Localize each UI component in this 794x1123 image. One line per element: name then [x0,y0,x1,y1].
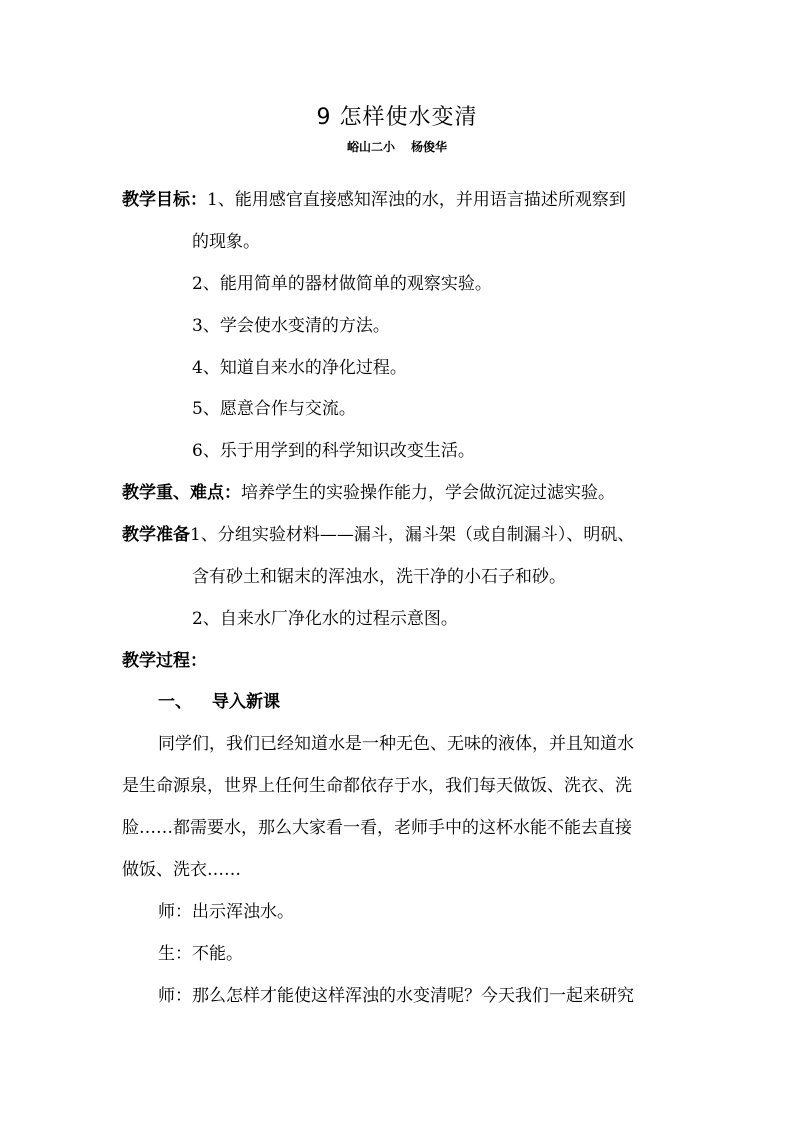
dialogue-teacher-2: 师：那么怎样才能使这样浑浊的水变清呢？今天我们一起来研究 [158,986,634,1006]
objective-item-1: 1、能用感官直接感知浑浊的水，并用语言描述所观察到 [207,190,626,210]
objectives-label: 教学目标： [122,190,207,210]
preparation-item-1-cont: 含有砂土和锯末的浑浊水，洗干净的小石子和砂。 [192,567,566,587]
objective-item-2: 2、能用简单的器材做简单的观察实验。 [192,274,492,294]
preparation-line-1 [122,524,634,546]
paragraph-line-4: 做饭、洗衣…… [122,860,241,880]
objectives-line-1 [122,189,626,211]
paragraph-line-2: 是生命源泉，世界上任何生命都依存于水，我们每天做饭、洗衣、洗 [122,776,632,796]
objective-item-4: 4、知道自来水的净化过程。 [192,358,407,378]
author-line [0,139,794,155]
preparation-label: 教学准备 [122,525,190,545]
dialogue-student-1: 生：不能。 [158,944,243,964]
objective-item-1-cont: 的现象。 [192,232,260,252]
section-title: 导入新课 [212,692,280,712]
preparation-item-1: 1、分组实验材料——漏斗，漏斗架（或自制漏斗）、明矾、 [190,525,635,545]
key-points-line [122,482,615,504]
dialogue-teacher-1: 师：出示浑浊水。 [158,902,294,922]
objective-item-5: 5、愿意合作与交流。 [192,399,356,419]
preparation-item-2: 2、自来水厂净化水的过程示意图。 [192,609,458,629]
key-points-label: 教学重、难点： [122,483,241,503]
objective-item-6: 6、乐于用学到的科学知识改变生活。 [192,441,475,461]
key-points-text: 培养学生的实验操作能力，学会做沉淀过滤实验。 [241,483,615,503]
section-heading [158,691,280,713]
process-label: 教学过程： [122,651,207,671]
author-name: 杨俊华 [411,140,448,154]
author-school: 峪山二小 [346,140,395,154]
section-number: 一、 [158,692,192,712]
page-title: 9 怎样使水变清 [316,105,478,130]
paragraph-line-3: 脸……都需要水，那么大家看一看，老师手中的这杯水能不能去直接 [122,818,632,838]
paragraph-line-1: 同学们，我们已经知道水是一种无色、无味的液体，并且知道水 [158,734,634,754]
objective-item-3: 3、学会使水变清的方法。 [192,316,390,336]
